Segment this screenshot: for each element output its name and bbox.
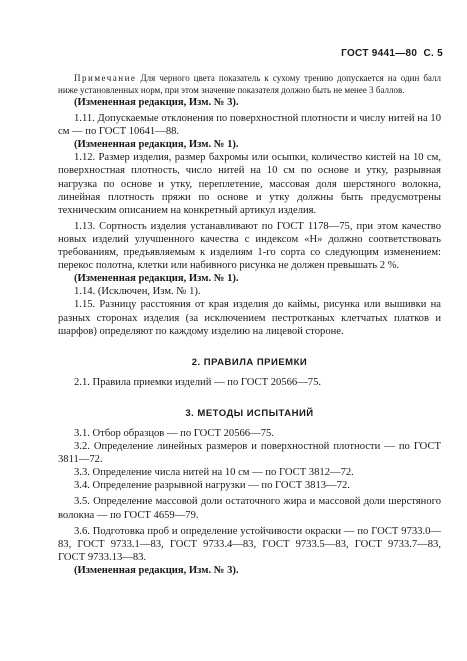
note-text: Для черного цвета показатель к сухому трению допускается на один балл ниже установленных норм, при этом значение показателя должно быть не менее 3 баллов. [58, 73, 441, 95]
clause-3-2: 3.2. Определение линейных размеров и поверхностной плотности — по ГОСТ 3811—72. [58, 441, 441, 466]
amendment-note: (Измененная редакция, Изм. № 1). [74, 273, 239, 285]
clause-3-6: 3.6. Подготовка проб и определение устойчивости окраски — по ГОСТ 9733.0—83, ГОСТ 9733.1—83, ГОСТ 9733.4—83, ГОСТ 9733.5—83, ГОСТ 9733.7—83, ГОСТ 9733.13—83. [58, 525, 441, 563]
note [58, 73, 441, 96]
amendment-note: (Измененная редакция, Изм. № 3). [74, 97, 239, 108]
section-title-3: 3. МЕТОДЫ ИСПЫТАНИЙ [185, 407, 314, 419]
page-header [341, 48, 443, 59]
section-title-2: 2. ПРАВИЛА ПРИЕМКИ [191, 356, 308, 368]
amendment-note: (Измененная редакция, Изм. № 1). [74, 139, 239, 151]
page-content [58, 73, 441, 577]
note-lead: Примечание [74, 73, 137, 83]
page-number: С. 5 [423, 48, 443, 59]
clause-1-14: 1.14. (Исключен, Изм. № 1). [74, 286, 201, 298]
clause-1-12: 1.12. Размер изделия, размер бахромы или осыпки, количество кистей на 10 см, поверхностная плотность, число нитей на 10 см по основе и утку, разрывная нагрузка по основе и утку, переплетение, массовая доля шерстяного волокна, линейная плотность пряжи по основе и утку должны быть предусмотрены техническим описанием на конкретный артикул изделия. [58, 152, 441, 216]
clause-3-5: 3.5. Определение массовой доли остаточного жира и массовой доли шерстяного волокна — по ГОСТ 4659—79. [58, 496, 441, 521]
clause-1-15: 1.15. Разницу расстояния от края изделия до каймы, рисунка или вышивки на разных сторонах изделия (за исключением пестротканых клетчатых платков и шарфов) определяют по каждому изделию на лицевой стороне. [58, 299, 441, 337]
clause-2-1: 2.1. Правила приемки изделий — по ГОСТ 20566—75. [74, 376, 322, 388]
clause-3-4: 3.4. Определение разрывной нагрузки — по ГОСТ 3813—72. [74, 480, 350, 492]
clause-1-13: 1.13. Сортность изделия устанавливают по ГОСТ 1178—75, при этом качество новых изделий улучшенного качества с индексом «Н» должно соответствовать требованиям, предъявляемым к изделиям 1-го сорта со следующим изменением: перекос полотна, клетки или набивного рисунка не должен превышать 2 %. [58, 220, 441, 272]
amendment-note: (Измененная редакция, Изм. № 3). [74, 564, 239, 576]
standard-number: ГОСТ 9441—80 [341, 48, 418, 59]
clause-3-1: 3.1. Отбор образцов — по ГОСТ 20566—75. [74, 427, 274, 439]
clause-3-3: 3.3. Определение числа нитей на 10 см — по ГОСТ 3812—72. [74, 467, 354, 479]
clause-1-11: 1.11. Допускаемые отклонения по поверхностной плотности и числу нитей на 10 см — по ГОСТ 10641—88. [58, 113, 441, 138]
